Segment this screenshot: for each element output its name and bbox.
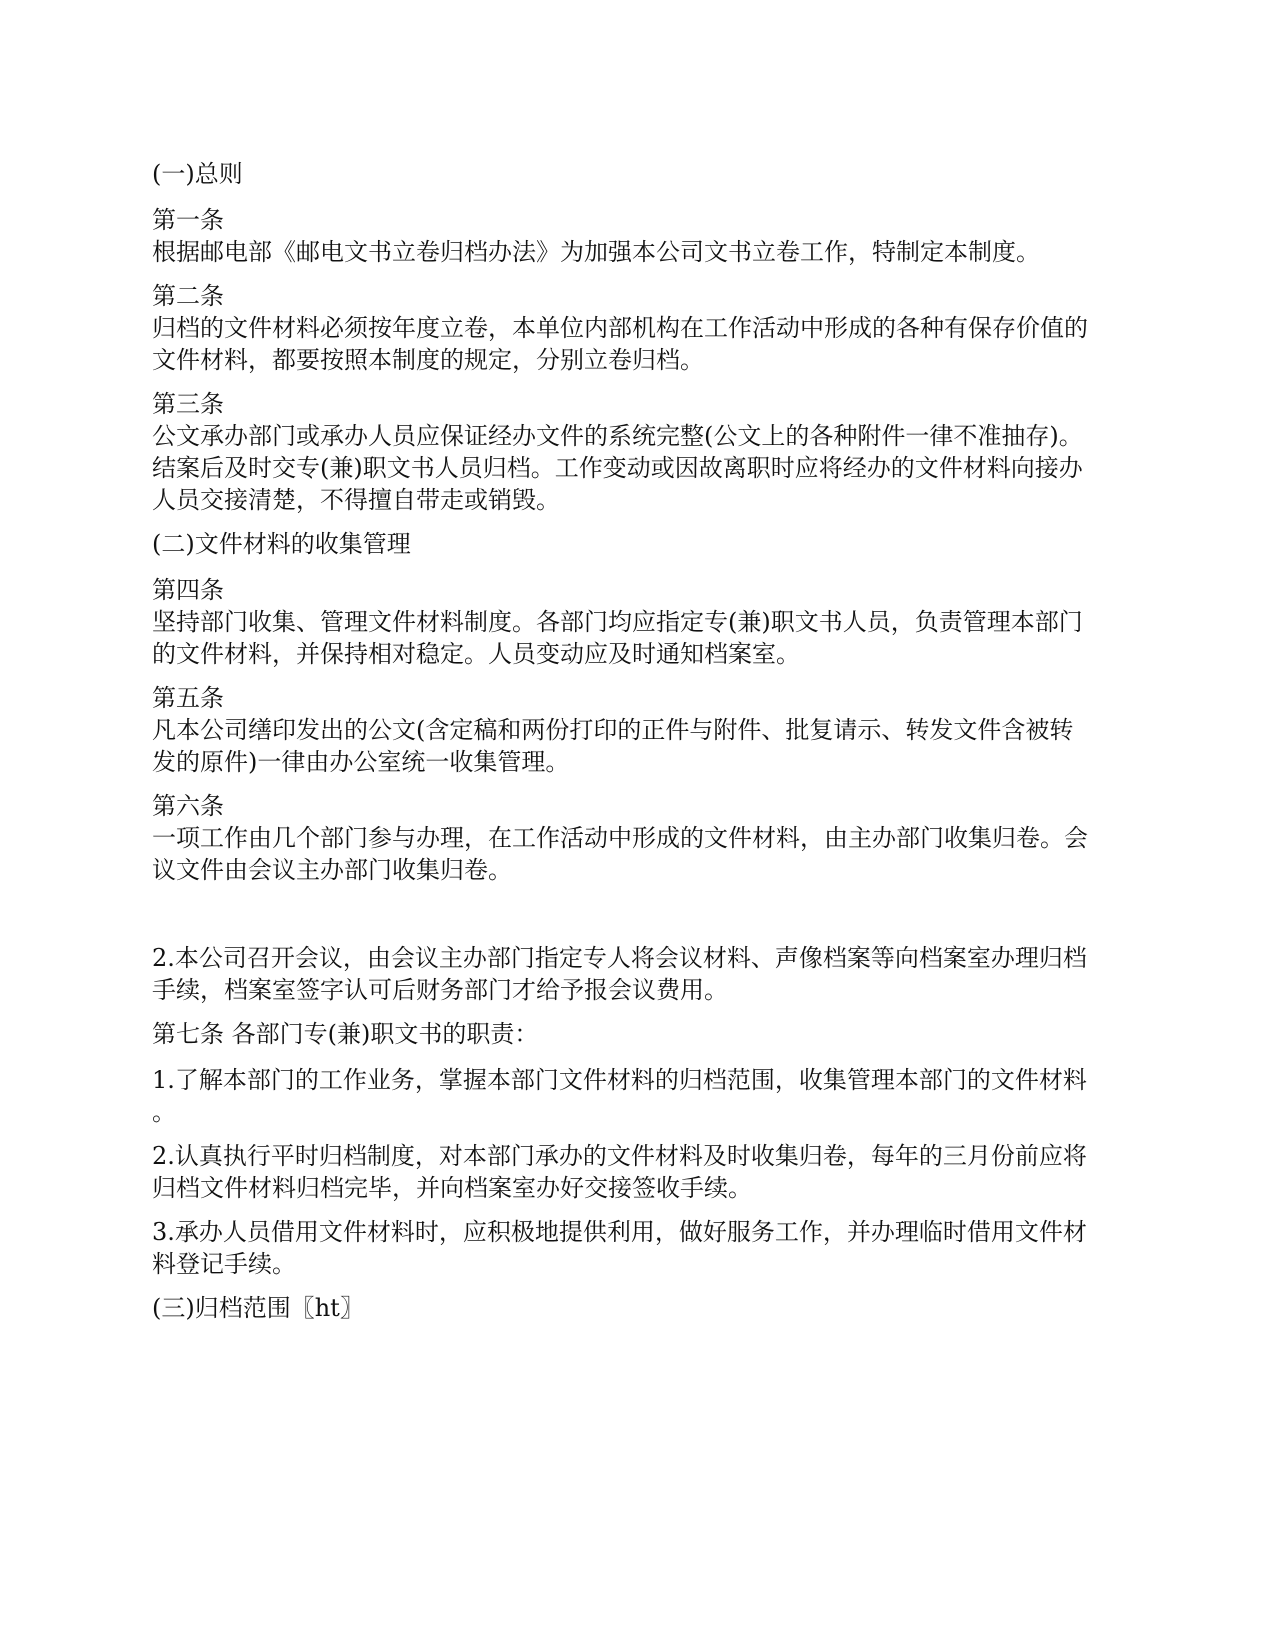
article-title: 第五条 — [152, 684, 224, 712]
duty-item-2 — [152, 1140, 1122, 1204]
article-title: 第四条 — [152, 576, 224, 604]
article-title: 第六条 — [152, 792, 224, 820]
article-text-line: 议文件由会议主办部门收集归卷。 — [152, 856, 512, 884]
article-text-line: 人员交接清楚，不得擅自带走或销毁。 — [152, 486, 560, 514]
article-text-line: 归档的文件材料必须按年度立卷，本单位内部机构在工作活动中形成的各种有保存价值的 — [152, 314, 1088, 342]
item-text-line: 2.本公司召开会议，由会议主办部门指定专人将会议材料、声像档案等向档案室办理归档 — [152, 944, 1087, 972]
article-text-line: 文件材料，都要按照本制度的规定，分别立卷归档。 — [152, 346, 704, 374]
meeting-item — [152, 942, 1122, 1006]
item-text-line: 2.认真执行平时归档制度，对本部门承办的文件材料及时收集归卷，每年的三月份前应将 — [152, 1142, 1087, 1170]
article-text-line: 的文件材料，并保持相对稳定。人员变动应及时通知档案室。 — [152, 640, 800, 668]
article-5 — [152, 682, 1122, 778]
article-title: 第三条 — [152, 390, 224, 418]
article-6 — [152, 790, 1122, 886]
section-title: (一)总则 — [152, 160, 243, 188]
document-body — [152, 158, 1122, 1338]
section-heading-general — [152, 158, 1122, 190]
section-title: (二)文件材料的收集管理 — [152, 530, 411, 558]
article-4 — [152, 574, 1122, 670]
article-text-line: 公文承办部门或承办人员应保证经办文件的系统完整(公文上的各种附件一律不准抽存)。 — [152, 422, 1083, 450]
article-1 — [152, 204, 1122, 268]
article-text-line: 一项工作由几个部门参与办理，在工作活动中形成的文件材料，由主办部门收集归卷。会 — [152, 824, 1088, 852]
section-heading-collection — [152, 528, 1122, 560]
duty-item-3 — [152, 1216, 1122, 1280]
item-text-line: 1.了解本部门的工作业务，掌握本部门文件材料的归档范围，收集管理本部门的文件材料 — [152, 1066, 1087, 1094]
section-title: (三)归档范围〖ht〗 — [152, 1294, 364, 1322]
article-title: 第一条 — [152, 206, 224, 234]
item-text-line: 3.承办人员借用文件材料时，应积极地提供利用，做好服务工作，并办理临时借用文件材 — [152, 1218, 1087, 1246]
article-2 — [152, 280, 1122, 376]
item-text-line: 手续，档案室签字认可后财务部门才给予报会议费用。 — [152, 976, 728, 1004]
article-text: 根据邮电部《邮电文书立卷归档办法》为加强本公司文书立卷工作，特制定本制度。 — [152, 238, 1040, 266]
blank-gap — [152, 898, 1122, 942]
article-text-line: 结案后及时交专(兼)职文书人员归档。工作变动或因故离职时应将经办的文件材料向接办 — [152, 454, 1083, 482]
article-title: 第七条 各部门专(兼)职文书的职责： — [152, 1020, 539, 1048]
article-title: 第二条 — [152, 282, 224, 310]
item-text-line: 料登记手续。 — [152, 1250, 296, 1278]
section-heading-scope — [152, 1292, 1122, 1324]
duty-item-1 — [152, 1064, 1122, 1128]
article-text-line: 发的原件)一律由办公室统一收集管理。 — [152, 748, 570, 776]
article-text-line: 凡本公司缮印发出的公文(含定稿和两份打印的正件与附件、批复请示、转发文件含被转 — [152, 716, 1074, 744]
article-7-heading — [152, 1018, 1122, 1050]
article-3 — [152, 388, 1122, 516]
article-text-line: 坚持部门收集、管理文件材料制度。各部门均应指定专(兼)职文书人员，负责管理本部门 — [152, 608, 1083, 636]
item-text-line: 。 — [152, 1098, 176, 1126]
item-text-line: 归档文件材料归档完毕，并向档案室办好交接签收手续。 — [152, 1174, 752, 1202]
